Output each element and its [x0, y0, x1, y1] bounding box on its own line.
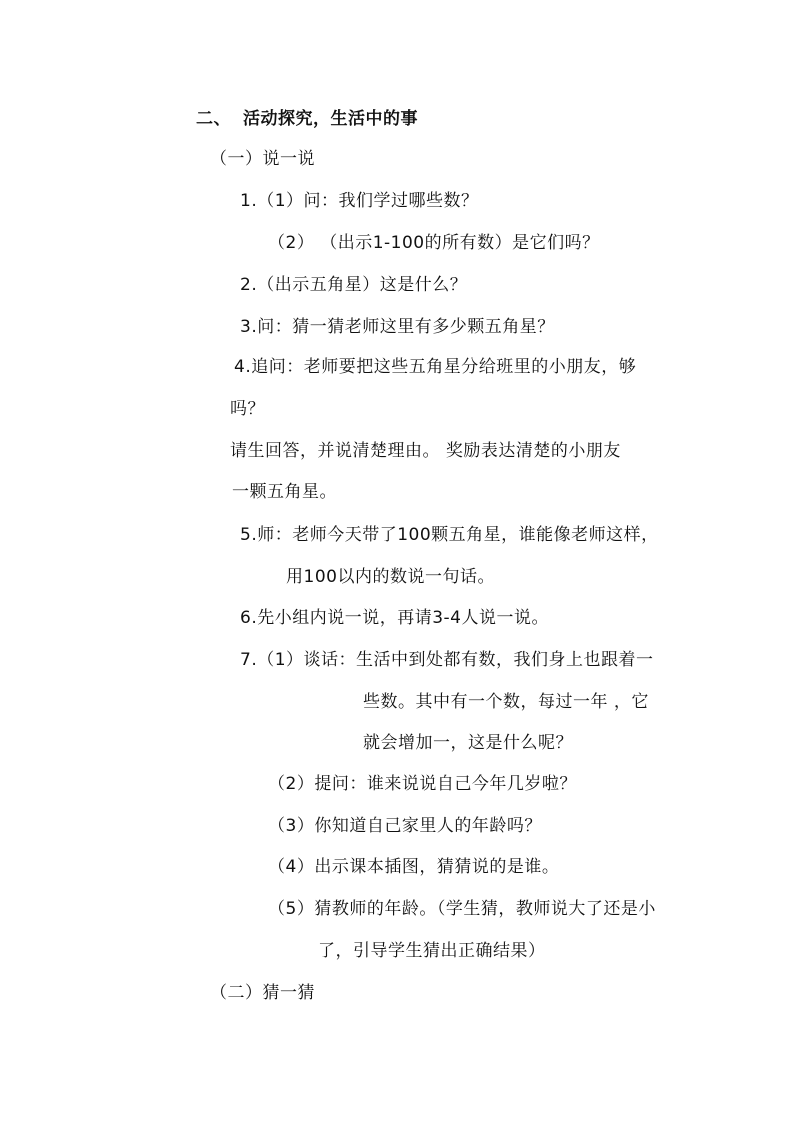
list-item: 7.（1）谈话：生活中到处都有数，我们身上也跟着一 [240, 650, 654, 670]
list-item: 5.师：老师今天带了100颗五角星，谁能像老师这样， [240, 525, 659, 545]
list-item: （2） （出示1-100的所有数）是它们吗？ [268, 233, 600, 253]
list-item: 就会增加一，这是什么呢？ [363, 733, 573, 753]
list-item: 3.问：猜一猜老师这里有多少颗五角星？ [240, 317, 555, 337]
list-item: 了，引导学生猜出正确结果） [318, 941, 546, 961]
part2-heading: （二）猜一猜 [210, 983, 315, 1003]
section-title: 活动探究，生活中的事 [243, 109, 418, 129]
list-item: 吗？ [230, 399, 265, 419]
section-number: 二、 [196, 109, 231, 129]
list-item: （3）你知道自己家里人的年龄吗？ [268, 816, 542, 836]
list-item: （2）提问：谁来说说自己今年几岁啦？ [268, 774, 577, 794]
list-item: （4）出示课本插图，猜猜说的是谁。 [268, 857, 560, 877]
list-item: 一颗五角星。 [232, 482, 337, 502]
list-item: 2.（出示五角星）这是什么？ [240, 275, 468, 295]
list-item: 1.（1）问：我们学过哪些数？ [240, 191, 479, 211]
list-item: 4.追问：老师要把这些五角星分给班里的小朋友，够 [234, 357, 637, 377]
list-item: 请生回答，并说清楚理由。 奖励表达清楚的小朋友 [230, 441, 621, 461]
list-item: （5）猜教师的年龄。（学生猜，教师说大了还是小 [268, 899, 656, 919]
list-item: 用100以内的数说一句话。 [286, 567, 495, 587]
part1-heading: （一）说一说 [210, 149, 315, 169]
list-item: 6.先小组内说一说，再请3-4人说一说。 [240, 608, 549, 628]
list-item: 些数。其中有一个数，每过一年 ，它 [363, 692, 649, 712]
